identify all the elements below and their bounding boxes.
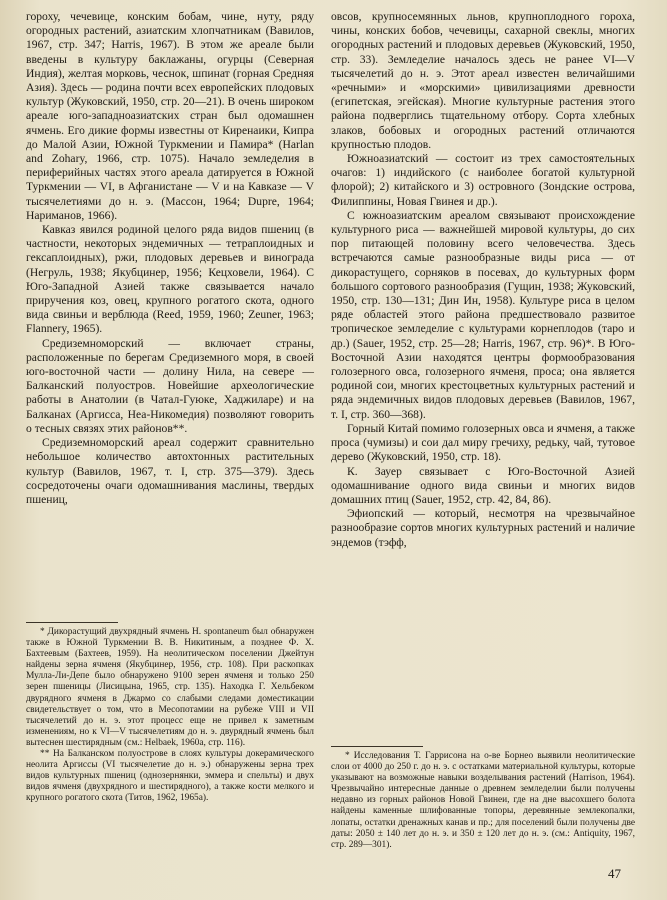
paragraph: Горный Китай помимо голозерных овса и ячменя, а также проса (чумизы) и сои дал миру гречиху, редьку, чай, тутовое дерево (Жуковский, 1950, стр. 18). — [331, 421, 635, 464]
paragraph: Кавказ явился родиной целого ряда видов пшениц (в частности, некоторых эндемичных — тетраплоидных и гексаплоидных), ржи, плодовых деревьев и винограда (Негруль, 1938; Якубцинер, 1956; Кецховели, 1964). С Юго-Западной Азией также связывается начало приручения коз, овец, крупного рогатого скота, одного вида свиньи и верблюда (Reed, 1959, 1960; Zeuner, 1963; Flannery, 1965). — [26, 223, 314, 336]
paragraph: Средиземноморский — включает страны, расположенные по берегам Средиземного моря, в своей юго-восточной части — долину Нила, на севере — Балканский полуостров. Новейшие археологические работы в Анатолии (в Чатал-Гуюке, Хаджиларе) и на Балканах (Аргисса, Неа-Никомедия) позволяют говорить о тесных связях этих районов**. — [26, 336, 314, 435]
footnotes-left — [26, 627, 314, 805]
footnote-divider — [26, 622, 118, 623]
paragraph: гороху, чечевице, конским бобам, чине, нуту, ряду огородных растений, азиатским хлопчатникам (Вавилов, 1967, стр. 347; Harris, 1967). В этом же ареале были введены в культуру баклажаны, огурцы (Северная Индия), желтая морковь, чеснок, шпинат (горная Средняя Азия). Здесь — родина почти всех европейских плодовых культур (Жуковский, 1950, стр. 20—21). В очень широком ареале юго-западноазиатских стран был одомашнен ячмень. Его дикие формы известны от Киренаики, Кипра до Малой Азии, Южной Туркмении и Памира* (Harlan and Zohary, 1966, стр. 1075). Начало земледелия в периферийных частях этого ареала датируется в Южной Туркмении — VI, в Афганистане — V и на Кавказе — V тысячелетиями до н. э. (Массон, 1964; Dupre, 1964; Нариманов, 1966). — [26, 10, 314, 222]
right-column — [331, 10, 635, 550]
page-number: 47 — [608, 866, 621, 881]
paragraph: К. Зауер связывает с Юго-Восточной Азией одомашнивание одного вида свиньи и многих видов домашних птиц (Sauer, 1952, стр. 42, 84, 86). — [331, 464, 635, 506]
left-column — [26, 10, 314, 507]
paragraph: Средиземноморский ареал содержит сравнительно небольшое количество автохтонных растительных культур (Вавилов, 1967, т. I, стр. 375—379). Здесь сосредоточены очаги одомашнивания маслины, твердых пшениц, — [26, 436, 314, 506]
footnote: * Исследования Т. Гаррисона на о-ве Борнео выявили неолитические слои от 4000 до 250 г. до н. э. с остатками материальной культуры, которые указывают на возможные навыки возделывания растений (Harrison, 1964). Чрезвычайно интересные данные о древнем земледелии были получены недавно из горных районов Новой Гвинеи, где на дне высохшего болота найдены каменные шлифованные топоры, деревянные землекопалки, лопаты, остатки дренажных канав и пр.; для поселений были получены две даты: 2050 ± 140 лет до н. э. и 350 ± 120 лет до н. э. (см.: Antiquity, 1967, стр. 289—301). — [331, 751, 635, 850]
paragraph: Эфиопский — который, несмотря на чрезвычайное разнообразие сортов многих культурных растений и наличие эндемов (тэфф, — [331, 507, 635, 549]
paragraph: овсов, крупносемянных льнов, крупноплодного гороха, чины, конских бобов, чечевицы, сахарной свеклы, многих огородных растений и плодовых деревьев (Жуковский, 1950, стр. 33). Земледелие началось здесь не ранее VI—V тысячелетий до н. э. Этот ареал известен величайшими «речными» и «морскими» цивилизациями древности (египетская, эгейская). Многие культурные растения этого района подверглись тщательному отбору. Сорта хлебных злаков, бобовых и огородных растений отличаются крупностью плодов. — [331, 10, 635, 151]
paragraph: Южноазиатский — состоит из трех самостоятельных очагов: 1) индийского (с наиболее богатой культурной флорой); 2) китайского и 3) островного (Зондские острова, Филиппины, Новая Гвинея и др.). — [331, 152, 635, 208]
paragraph: С южноазиатским ареалом связывают происхождение культурного риса — важнейшей мировой культуры, до сих пор питающей половину всего человечества. Здесь встречаются самые разнообразные виды риса — от дикорастущего, сорняков в посевах, до культурных форм большого сортового разнообразия (Гущин, 1938; Жуковский, 1950, стр. 130—131; Дин Ин, 1958). Культуре риса в целом ряде областей этого района предшествовало развитое тропическое земледелие с культурами корнеплодов (таро и др.) (Sauer, 1952, стр. 25—28; Harris, 1967, стр. 96)*. В Юго-Восточной Азии находятся центры формообразования голозерного овса, голозерного ячменя, проса; она является родиной сои, многих крестоцветных культурных растений и ряда эндемичных видов плодовых деревьев (Вавилов, 1967, т. I, стр. 360—368). — [331, 208, 635, 421]
footnote: * Дикорастущий двухрядный ячмень H. spontaneum был обнаружен также в Южной Туркмении В. В. Никитиным, а позднее Ф. Х. Бахтеевым (Бахтеев, 1959). На неолитическом поселении Джейтун найдены зерна ячменя (Якубцинер, 1956, стр. 108). При раскопках Мулла-Ли-Депе было обнаружено 9100 зерен ячменя и только 250 зерен пшеницы (Лисицына, 1965, стр. 135). Находка Г. Хельбеком двурядного ячменя в Джармо со слабыми следами доместикации свидетельствует о том, что в Месопотамии на рубеже VIII и VII тысячелетий до н. э. этот процесс еще не привел к заметным изменениям, но к VI—V тысячелетиям до н. э. двурядный ячмень был вытеснен шестирядным (см.: Helbaek, 1960а, стр. 116). — [26, 627, 314, 748]
footnotes-right — [331, 751, 635, 851]
footnote: ** На Балканском полуострове в слоях культуры докерамического неолита Аргиссы (VI тысячелетие до н. э.) обнаружены зерна трех видов культурных пшениц (однозернянки, эммера и спельты) и двух видов ячменя (двухрядного и шестирядного), а также кости мелкого и крупного рогатого скота (Титов, 1962, 1965а). — [26, 749, 314, 804]
footnote-divider — [331, 746, 423, 747]
